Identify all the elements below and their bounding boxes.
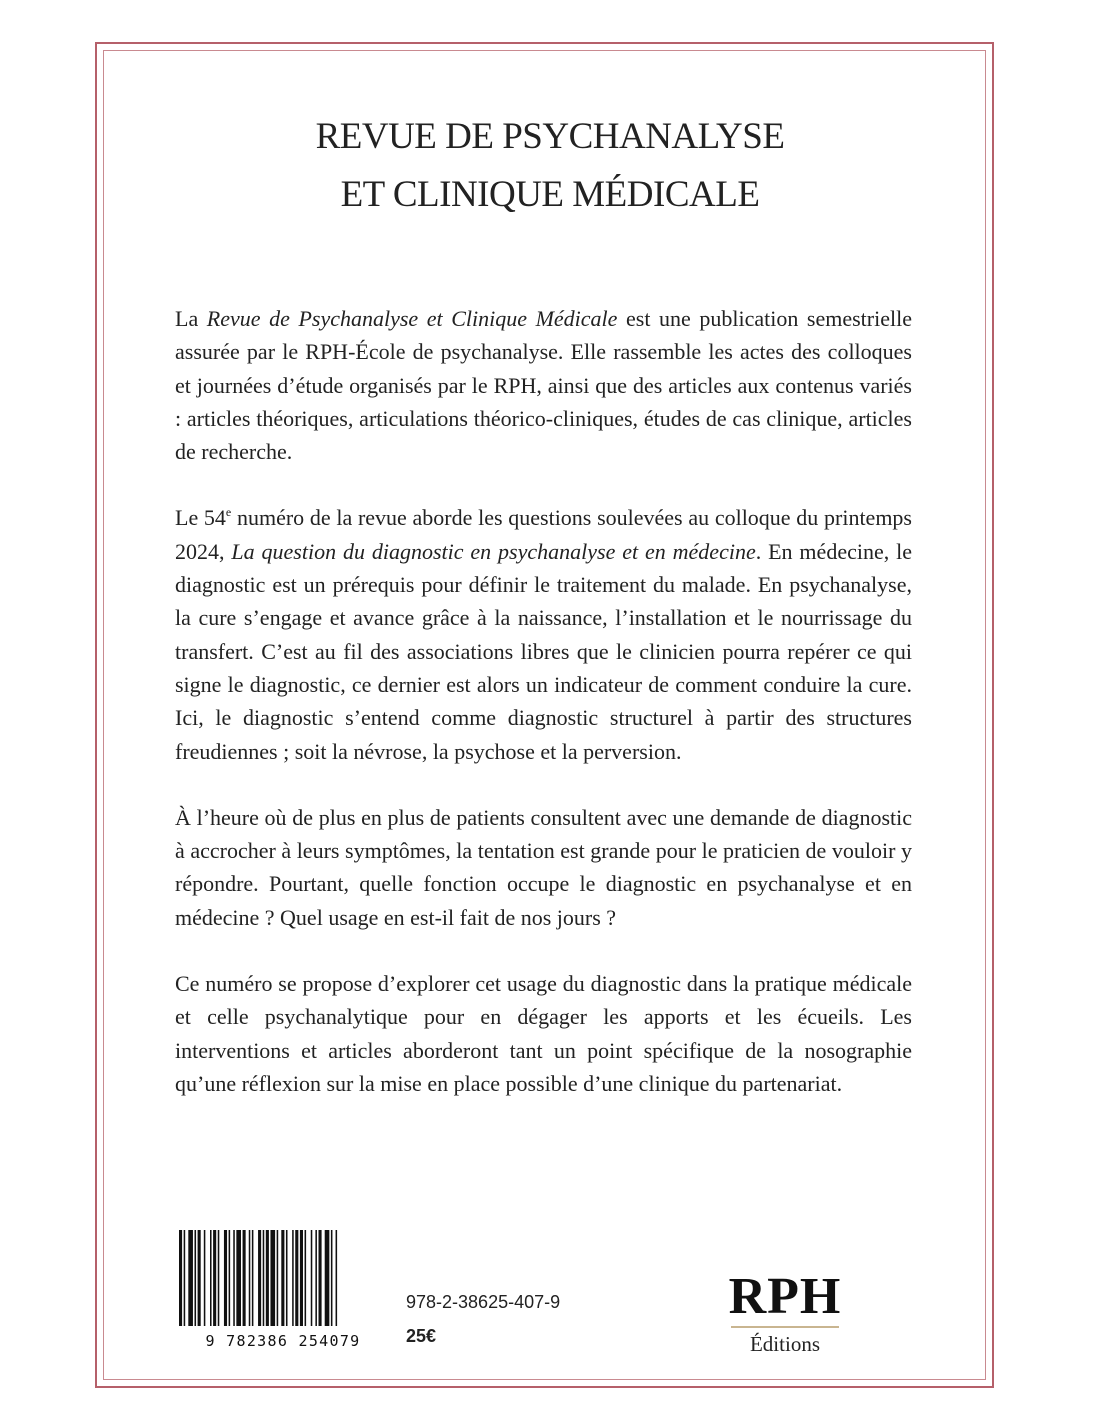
p2-text-a: Le 54 [175, 505, 226, 531]
barcode-bar [213, 1230, 216, 1326]
barcode-bar [266, 1230, 269, 1326]
p1-text-c: est une publication semestrielle assurée par le RPH-École de psychanalyse. Elle rassemble les actes des colloques et journées d’étude organisés par le RPH, ainsi que des articles aux contenus variés : articles théoriques, articulations théorico-cliniques, études de cas clinique, articles de recherche. [175, 306, 912, 465]
barcode-bar [263, 1230, 265, 1326]
price: 25€ [406, 1326, 437, 1346]
barcode-bar [286, 1230, 288, 1326]
barcode-bar [243, 1230, 246, 1326]
barcode-bar [224, 1230, 227, 1326]
barcode-bar [331, 1230, 333, 1326]
barcode-bar [270, 1230, 275, 1326]
barcode-bar [229, 1230, 231, 1326]
barcode-bar [195, 1230, 197, 1326]
publisher-logo [725, 1270, 845, 1356]
title-line-2: ET CLINIQUE MÉDICALE [340, 174, 760, 215]
barcode-bar [281, 1230, 284, 1326]
logo-rph: RPH [728, 1268, 842, 1325]
barcode [175, 1228, 391, 1350]
barcode-bar [300, 1230, 303, 1326]
page-title [160, 108, 940, 224]
p2-text-b: numéro de la revue aborde les questions soulevées au colloque du printemps 2024, [175, 505, 912, 564]
barcode-bar [315, 1230, 317, 1326]
logo-editions: Éditions [749, 1332, 820, 1356]
barcode-bar [204, 1230, 206, 1326]
barcode-bar [305, 1230, 307, 1326]
barcode-bar [336, 1230, 338, 1326]
barcode-bar [179, 1230, 182, 1326]
isbn: 978-2-38625-407-9 [406, 1292, 561, 1312]
logo-divider [731, 1326, 839, 1328]
barcode-bar [319, 1230, 322, 1326]
barcode-digits: 9 782386 254079 [205, 1332, 361, 1350]
barcode-bar [184, 1230, 186, 1326]
p2-colloquium-title: La question du diagnostic en psychanalyse et en médecine [231, 538, 756, 564]
barcode-bar [249, 1230, 251, 1326]
barcode-graphic [175, 1228, 391, 1350]
barcode-bar [292, 1230, 294, 1326]
barcode-bar [188, 1230, 193, 1326]
barcode-bar [325, 1230, 330, 1326]
barcode-bar [258, 1230, 261, 1326]
description [175, 302, 912, 1133]
barcode-bar [233, 1230, 235, 1326]
paragraph-2 [175, 501, 912, 767]
barcode-bar [311, 1230, 313, 1326]
paragraph-1 [175, 302, 912, 468]
barcode-bar [277, 1230, 279, 1326]
barcode-bar [210, 1230, 212, 1326]
paragraph-4: Ce numéro se propose d’explorer cet usage du diagnostic dans la pratique médicale et celle psychanalytique pour en dégager les apports et les écueils. Les interventions et articles aborderont tant un point spécifique de la nosographie qu’une réflexion sur la mise en place possible d’une clinique du partenariat. [175, 971, 912, 1096]
p1-text-a: La [175, 306, 207, 331]
barcode-bar [218, 1230, 220, 1326]
p2-text-d: . En médecine, le diagnostic est un prérequis pour définir le traitement du malade. En psychanalyse, la cure s’engage et avance grâce à la naissance, l’installation et le nourrissage du transfert. C’est au fil des associations libres que le clinicien pourra repérer ce qui signe le diagnostic, ce dernier est alors un indicateur de comment conduire la cure. Ici, le diagnostic s’entend comme diagnostic structurel à partir des structures freudiennes ; soit la névrose, la psychose et la perversion. [175, 538, 912, 764]
title-line-1: REVUE DE PSYCHANALYSE [315, 116, 785, 157]
p1-journal-title: Revue de Psychanalyse et Clinique Médicale [206, 306, 618, 331]
barcode-bar [198, 1230, 201, 1326]
paragraph-3: À l’heure où de plus en plus de patients consultent avec une demande de diagnostic à accrocher à leurs symptômes, la tentation est grande pour le praticien de vouloir y répondre. Pourtant, quelle fonction occupe le diagnostic en psychanalyse et en médecine ? Quel usage en est-il fait de nos jours ? [175, 804, 912, 930]
barcode-bar [295, 1230, 298, 1326]
barcode-bar [236, 1230, 241, 1326]
p2-ordinal-sup: e [225, 505, 232, 520]
barcode-bar [252, 1230, 254, 1326]
